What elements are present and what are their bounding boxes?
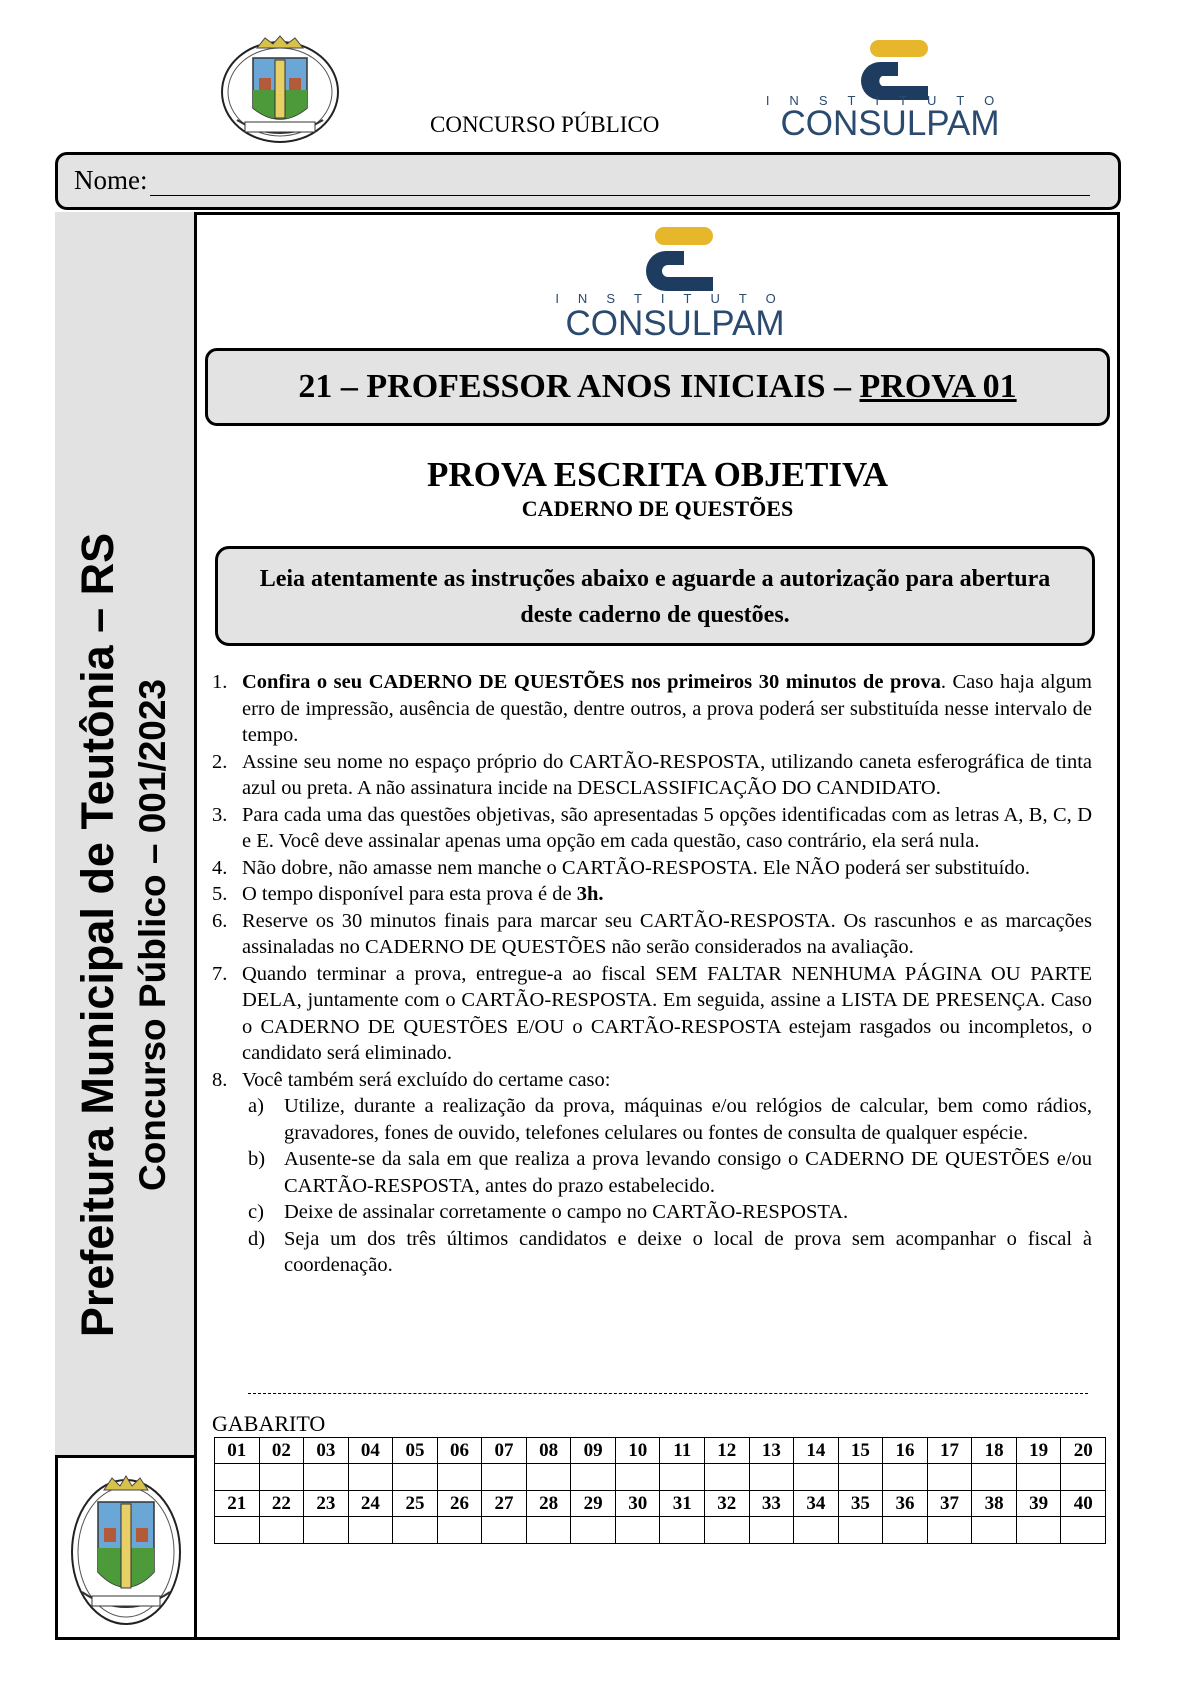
gabarito-answer-cell[interactable]: [348, 1517, 393, 1544]
gabarito-number: 13: [749, 1438, 794, 1464]
gabarito-number: 10: [615, 1438, 660, 1464]
gabarito-table-1: [214, 1437, 1106, 1491]
gabarito-number: 09: [571, 1438, 616, 1464]
gabarito-answer-cell[interactable]: [705, 1517, 750, 1544]
gabarito-answer-cell[interactable]: [927, 1464, 972, 1491]
gabarito-answer-cell[interactable]: [304, 1517, 349, 1544]
instruction-number: 3.: [212, 803, 228, 826]
gabarito-answer-cell[interactable]: [1016, 1517, 1061, 1544]
gabarito-answer-cell[interactable]: [304, 1464, 349, 1491]
gabarito-answer-cell[interactable]: [571, 1464, 616, 1491]
gabarito-number: 40: [1061, 1491, 1106, 1517]
crest-top-icon: [215, 30, 345, 148]
instruction-number: 7.: [212, 962, 228, 985]
gabarito-answer-cell[interactable]: [972, 1517, 1017, 1544]
sub-instruction-item: [248, 1146, 1092, 1199]
gabarito-answer-cell[interactable]: [1016, 1464, 1061, 1491]
gabarito-answer-cell[interactable]: [526, 1464, 571, 1491]
gabarito-answer-cell[interactable]: [437, 1517, 482, 1544]
gabarito-answer-cell[interactable]: [482, 1517, 527, 1544]
gabarito-number: 02: [259, 1438, 304, 1464]
instruction-number: 2.: [212, 750, 228, 773]
instruction-text: [242, 961, 1092, 1067]
gabarito-number: 22: [259, 1491, 304, 1517]
svg-text:INSTITUTO: INSTITUTO: [555, 291, 795, 306]
subtitle: CADERNO DE QUESTÕES: [521, 496, 794, 521]
instruction-text: [242, 669, 1092, 749]
instruction-item: [212, 908, 1092, 961]
sidebar-subtitle: Concurso Público – 001/2023: [132, 678, 173, 1192]
gabarito-answer-cell[interactable]: [1061, 1464, 1106, 1491]
svg-text:CONSULPAM: CONSULPAM: [780, 104, 1000, 138]
gabarito-answer-cell[interactable]: [393, 1464, 438, 1491]
gabarito-answer-cell[interactable]: [215, 1517, 260, 1544]
gabarito-answer-cell[interactable]: [571, 1517, 616, 1544]
gabarito-number: 26: [437, 1491, 482, 1517]
gabarito-number: 03: [304, 1438, 349, 1464]
gabarito-answer-cell[interactable]: [1061, 1517, 1106, 1544]
instruction-text: [242, 855, 1092, 882]
sub-instruction-letter: d): [248, 1227, 266, 1250]
name-label: Nome:: [74, 165, 148, 195]
instruction-item: [212, 881, 1092, 908]
instruction-number: 8.: [212, 1068, 228, 1091]
gabarito-number: 19: [1016, 1438, 1061, 1464]
instruction-item: [212, 802, 1092, 855]
gabarito-answer-cell[interactable]: [482, 1464, 527, 1491]
consulpam-logo-top: [760, 38, 1020, 138]
gabarito-number: 23: [304, 1491, 349, 1517]
instruction-bold: 3h.: [576, 883, 604, 905]
gabarito-number: 36: [883, 1491, 928, 1517]
instruction-number: 4.: [212, 856, 228, 879]
gabarito-number: 12: [705, 1438, 750, 1464]
instruction-text: [242, 908, 1092, 961]
gabarito-number: 35: [838, 1491, 883, 1517]
gabarito-number: 28: [526, 1491, 571, 1517]
gabarito-number: 27: [482, 1491, 527, 1517]
gabarito-number: 29: [571, 1491, 616, 1517]
dashed-divider: [248, 1393, 1088, 1394]
instruction-text: [242, 1067, 1092, 1094]
gabarito-answer-cell[interactable]: [259, 1464, 304, 1491]
concurso-label: CONCURSO PÚBLICO: [430, 112, 660, 137]
gabarito-number: 06: [437, 1438, 482, 1464]
instructions-list: [212, 669, 1092, 1279]
gabarito-answer-cell[interactable]: [259, 1517, 304, 1544]
gabarito-answer-cell[interactable]: [838, 1517, 883, 1544]
gabarito-answer-cell[interactable]: [883, 1464, 928, 1491]
notice-text: Leia atentamente as instruções abaixo e aguarde a autorização para abertura deste caderno de questões.: [259, 566, 1051, 628]
gabarito-answer-cell[interactable]: [615, 1464, 660, 1491]
instruction-text: [242, 749, 1092, 802]
gabarito-answer-cell[interactable]: [705, 1464, 750, 1491]
instruction-body: Assine seu nome no espaço próprio do CARTÃO-RESPOSTA, utilizando caneta esferográfica de tinta azul ou preta. A não assinatura incide na DESCLASSIFICAÇÃO DO CANDIDATO.: [242, 750, 1092, 799]
instruction-body: Você também será excluído do certame caso:: [242, 1068, 611, 1091]
sidebar-title: Prefeitura Municipal de Teutônia – RS: [72, 532, 123, 1338]
gabarito-number: 04: [348, 1438, 393, 1464]
gabarito-number: 32: [705, 1491, 750, 1517]
instruction-item: [212, 961, 1092, 1067]
sub-instruction-item: [248, 1226, 1092, 1279]
logo-instituto-text: INSTITUTO: [765, 93, 1015, 108]
name-field[interactable]: [55, 152, 1121, 210]
gabarito-number: 01: [215, 1438, 260, 1464]
gabarito-answer-cell[interactable]: [526, 1517, 571, 1544]
sub-instruction-text: Deixe de assinalar corretamente o campo no CARTÃO-RESPOSTA.: [284, 1201, 849, 1223]
gabarito-answer-cell[interactable]: [348, 1464, 393, 1491]
gabarito-number: 18: [972, 1438, 1017, 1464]
instruction-text: [242, 802, 1092, 855]
gabarito-answer-cell[interactable]: [660, 1517, 705, 1544]
gabarito-number: 24: [348, 1491, 393, 1517]
gabarito-number: 20: [1061, 1438, 1106, 1464]
instruction-text: [242, 881, 1092, 908]
sub-instruction-item: [248, 1093, 1092, 1146]
gabarito-number: 21: [215, 1491, 260, 1517]
sub-instruction-letter: b): [248, 1148, 266, 1170]
gabarito-answer-cell[interactable]: [393, 1517, 438, 1544]
instruction-bold: Confira o seu CADERNO DE QUESTÕES nos primeiros 30 minutos de prova: [242, 671, 941, 693]
gabarito-answer-cell[interactable]: [927, 1517, 972, 1544]
gabarito-number: 33: [749, 1491, 794, 1517]
instruction-number: 1.: [212, 671, 228, 693]
instruction-body: Não dobre, não amasse nem manche o CARTÃO-RESPOSTA. Ele NÃO poderá ser substituído.: [242, 856, 1030, 879]
notice-box: [215, 546, 1095, 646]
gabarito-number: 31: [660, 1491, 705, 1517]
gabarito-number: 39: [1016, 1491, 1061, 1517]
instruction-item: [212, 855, 1092, 882]
gabarito-answer-cell[interactable]: [215, 1464, 260, 1491]
sub-instruction-text: Seja um dos três últimos candidatos e deixe o local de prova sem acompanhar o fiscal à coordenação.: [284, 1227, 1092, 1276]
exam-code-prova: PROVA 01: [859, 368, 1017, 405]
gabarito-answer-cell[interactable]: [660, 1464, 705, 1491]
gabarito-number: 37: [927, 1491, 972, 1517]
instruction-body: O tempo disponível para esta prova é de: [242, 883, 577, 905]
svg-text:CONSULPAM: CONSULPAM: [565, 304, 785, 340]
sub-instruction-text: Ausente-se da sala em que realiza a prova levando consigo o CADERNO DE QUESTÕES e/ou CARTÃO-RESPOSTA, antes do prazo estabelecido.: [284, 1148, 1092, 1197]
gabarito-answer-cell[interactable]: [883, 1517, 928, 1544]
instruction-number: 5.: [212, 883, 228, 905]
instruction-body: Reserve os 30 minutos finais para marcar seu CARTÃO-RESPOSTA. Os rascunhos e as marcações assinaladas no CADERNO DE QUESTÕES não serão considerados na avaliação.: [242, 909, 1092, 958]
gabarito-number: 08: [526, 1438, 571, 1464]
main-title: PROVA ESCRITA OBJETIVA: [427, 455, 888, 494]
instruction-number: 6.: [212, 909, 228, 932]
gabarito-answer-cell[interactable]: [615, 1517, 660, 1544]
gabarito-label: GABARITO: [212, 1411, 326, 1436]
gabarito-number: 05: [393, 1438, 438, 1464]
consulpam-logo-main: [550, 225, 800, 340]
gabarito-number: 16: [883, 1438, 928, 1464]
instruction-body: . Caso haja algum erro de impressão, ausência de questão, dentre outros, a prova poderá ser substituída nesse intervalo de tempo.: [242, 671, 1092, 746]
gabarito-number: 34: [794, 1491, 839, 1517]
sub-instruction-text: Utilize, durante a realização da prova, máquinas e/ou relógios de calcular, bem como rádios, gravadores, fones de ouvido, telefones celulares ou fontes de consulta de qualquer espécie.: [284, 1095, 1092, 1144]
exam-code-box: [205, 348, 1110, 426]
gabarito-answer-cell[interactable]: [749, 1464, 794, 1491]
instruction-body: Para cada uma das questões objetivas, são apresentadas 5 opções identificadas com as letras A, B, C, D e E. Você deve assinalar apenas uma opção em cada questão, caso contrário, ela será nula.: [242, 803, 1092, 852]
gabarito-number: 25: [393, 1491, 438, 1517]
instruction-item: [212, 749, 1092, 802]
instruction-body: Quando terminar a prova, entregue-a ao fiscal SEM FALTAR NENHUMA PÁGINA OU PARTE DELA, juntamente com o CARTÃO-RESPOSTA. Em seguida, assine a LISTA DE PRESENÇA. Caso o CADERNO DE QUESTÕES E/OU o CARTÃO-RESPOSTA estejam rasgados ou incompletos, o candidato será eliminado.: [242, 962, 1092, 1064]
name-input-line[interactable]: [150, 195, 1090, 196]
gabarito-number: 15: [838, 1438, 883, 1464]
instruction-item: [212, 669, 1092, 749]
gabarito-number: 17: [927, 1438, 972, 1464]
instruction-item: [212, 1067, 1092, 1094]
gabarito-answer-cell[interactable]: [794, 1517, 839, 1544]
gabarito-number: 14: [794, 1438, 839, 1464]
gabarito-answer-cell[interactable]: [794, 1464, 839, 1491]
sub-instruction-item: [248, 1199, 1092, 1226]
gabarito-answer-cell[interactable]: [838, 1464, 883, 1491]
sub-instruction-letter: a): [248, 1095, 264, 1117]
gabarito-number: 30: [615, 1491, 660, 1517]
crest-bottom-icon: [68, 1468, 184, 1628]
gabarito-table-2: [214, 1490, 1106, 1544]
gabarito-answer-cell[interactable]: [437, 1464, 482, 1491]
sub-instruction-letter: c): [248, 1201, 264, 1223]
gabarito-number: 38: [972, 1491, 1017, 1517]
gabarito-number: 11: [660, 1438, 705, 1464]
gabarito-number: 07: [482, 1438, 527, 1464]
exam-code-title: 21 – PROFESSOR ANOS INICIAIS –: [298, 368, 860, 405]
gabarito-answer-cell[interactable]: [749, 1517, 794, 1544]
gabarito-answer-cell[interactable]: [972, 1464, 1017, 1491]
